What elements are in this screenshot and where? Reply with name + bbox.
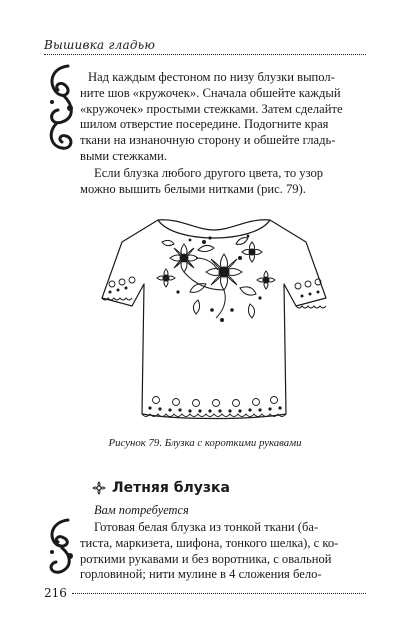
text-line: «кружочек» простыми стежками. Затем сделайте bbox=[80, 101, 343, 116]
section-heading bbox=[92, 480, 230, 496]
text-line: горловиной; нити мулине в 4 сложения бело- bbox=[80, 567, 322, 582]
text-line: ните шов «кружочек». Сначала обшейте каждый bbox=[80, 85, 341, 100]
figure-caption: Рисунок 79. Блузка с короткими рукавами bbox=[108, 437, 302, 449]
text-line: тиста, маркизета, шифона, тонкого шелка), с ко- bbox=[80, 535, 339, 550]
paragraph-materials bbox=[80, 520, 366, 583]
flower-bullet-icon bbox=[92, 481, 106, 495]
text-line: Над каждым фестоном по низу блузки выпол- bbox=[88, 70, 335, 84]
paragraph-ornament-icon bbox=[44, 516, 78, 580]
text-line: Готовая белая блузка из тонкой ткани (ба- bbox=[94, 520, 319, 534]
text-line: роткими рукавами и без воротника, с овальной bbox=[80, 551, 332, 566]
footer-dotted-rule bbox=[72, 593, 366, 594]
embroidered-blouse-illustration bbox=[100, 214, 328, 426]
text-line: Если блузка любого другого цвета, то узор bbox=[94, 166, 324, 180]
text-line: выми стежками. bbox=[80, 148, 168, 163]
paragraph-scallop-stitch bbox=[80, 70, 366, 165]
section-title: Летняя блузка bbox=[112, 480, 231, 496]
paragraph-other-color bbox=[80, 166, 366, 198]
paragraph-ornament-icon bbox=[44, 62, 78, 154]
materials-label: Вам потребуется bbox=[94, 503, 189, 517]
text-line: можно вышить белыми нитками (рис. 79). bbox=[80, 181, 306, 196]
page-number: 216 bbox=[44, 586, 67, 600]
running-head: Вышивка гладью bbox=[44, 38, 156, 52]
text-line: шилом отверстие посередине. Подогните края bbox=[80, 117, 329, 132]
text-line: ткани на изнаночную сторону и обшейте гладь- bbox=[80, 133, 336, 148]
header-dotted-rule bbox=[44, 54, 366, 55]
